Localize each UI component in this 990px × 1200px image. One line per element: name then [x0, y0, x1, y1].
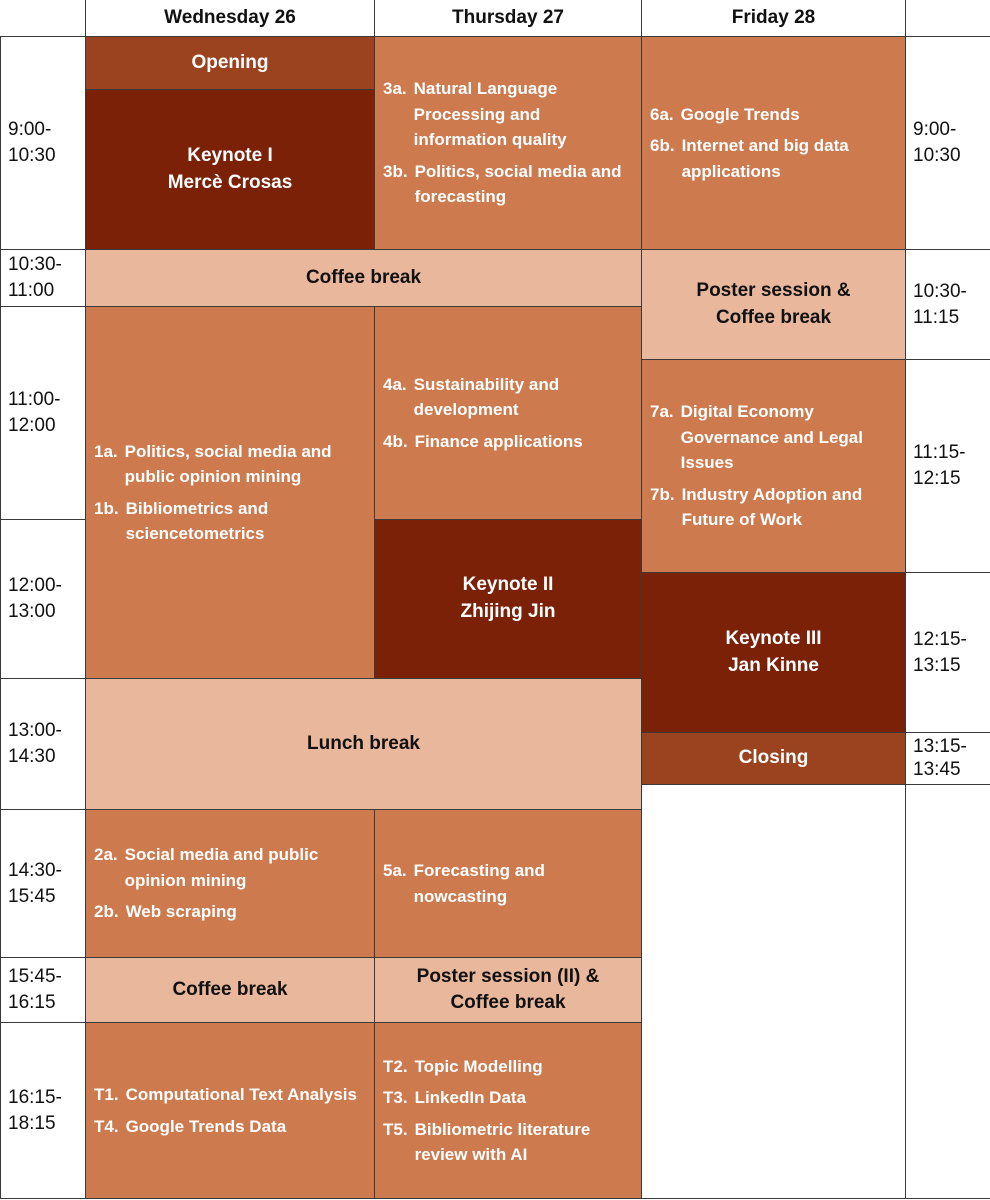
session-item: 6a. Google Trends [650, 104, 800, 124]
session-item: 4a. Sustainability and development [383, 374, 560, 420]
time-slot: 9:00- 10:30 [0, 36, 86, 250]
poster-session-cell: Poster session & Coffee break [641, 249, 906, 360]
keynote-3-cell: Keynote III Jan Kinne [641, 572, 906, 733]
time-slot: 16:15- 18:15 [0, 1022, 86, 1199]
session-item: T3. LinkedIn Data [383, 1088, 527, 1107]
day-header-friday: Friday 28 [641, 0, 906, 37]
session-item: 2b. Web scraping [94, 902, 237, 922]
time-slot: 13:00- 14:30 [0, 678, 86, 810]
session-item: 7b. Industry Adoption and Future of Work [650, 484, 863, 530]
session-item: 2a. Social media and public opinion mining [94, 845, 319, 890]
session-item: T5. Bibliometric literature review with AI [383, 1119, 591, 1164]
session-item: 5a. Forecasting and nowcasting [383, 861, 545, 906]
keynote-2-cell: Keynote II Zhijing Jin [374, 519, 642, 679]
session-6-cell [641, 36, 906, 250]
time-slot: 12:00- 13:00 [0, 519, 86, 679]
session-7-cell [641, 359, 906, 573]
day-header-wednesday: Wednesday 26 [85, 0, 375, 37]
time-slot: 9:00- 10:30 [905, 36, 990, 250]
day-header-thursday: Thursday 27 [374, 0, 642, 37]
closing-cell: Closing [641, 732, 906, 785]
session-item: 1b. Bibliometrics and sciencetometrics [94, 498, 269, 543]
coffee-break-cell: Coffee break [85, 249, 642, 307]
time-slot: 15:45- 16:15 [0, 957, 86, 1023]
session-item: 7a. Digital Economy Governance and Legal Issues [650, 402, 863, 473]
poster-session-2-cell: Poster session (II) & Coffee break [374, 957, 642, 1023]
session-4-cell [374, 306, 642, 520]
time-slot: 13:15- 13:45 [905, 732, 990, 785]
session-5-cell [374, 809, 642, 958]
session-2-cell [85, 809, 375, 958]
time-slot: 12:15- 13:15 [905, 572, 990, 733]
session-item: 3a. Natural Language Processing and information quality [383, 79, 567, 150]
keynote-1-cell: Keynote I Mercè Crosas [85, 89, 375, 250]
session-item: T4. Google Trends Data [94, 1116, 287, 1136]
time-slot: 10:30- 11:15 [905, 249, 990, 360]
opening-cell: Opening [85, 36, 375, 90]
session-item: T2. Topic Modelling [383, 1056, 543, 1076]
session-item: 6b. Internet and big data applications [650, 136, 849, 181]
session-item: T1. Computational Text Analysis [94, 1085, 357, 1104]
empty-cell [641, 784, 906, 1199]
time-slot: 14:30- 15:45 [0, 809, 86, 958]
time-slot: 11:15- 12:15 [905, 359, 990, 573]
session-3-cell [374, 36, 642, 250]
time-slot: 11:00- 12:00 [0, 306, 86, 520]
header-corner-right [905, 0, 990, 37]
header-corner-left [0, 0, 86, 37]
session-1-cell [85, 306, 375, 679]
session-item: 4b. Finance applications [383, 431, 583, 451]
lunch-break-cell: Lunch break [85, 678, 642, 810]
session-item: 3b. Politics, social media and forecasting [383, 161, 622, 207]
tutorials-thursday-cell [374, 1022, 642, 1199]
empty-cell [905, 784, 990, 1199]
time-slot: 10:30- 11:00 [0, 249, 86, 307]
session-item: 1a. Politics, social media and public opinion mining [94, 441, 332, 486]
tutorials-wednesday-cell [85, 1022, 375, 1199]
coffee-break-2-cell: Coffee break [85, 957, 375, 1023]
